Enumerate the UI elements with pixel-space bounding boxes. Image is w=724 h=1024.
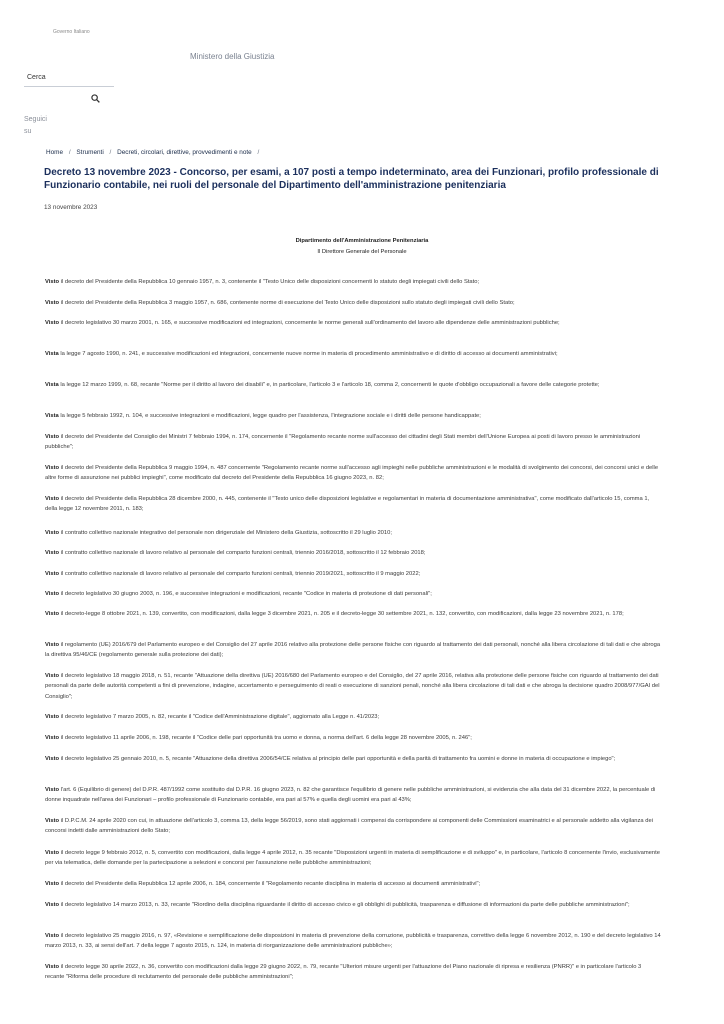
breadcrumb-separator: /: [109, 149, 112, 156]
breadcrumb: [46, 149, 263, 156]
preamble-paragraph: [45, 640, 662, 661]
paragraph-lead: Vista: [45, 351, 59, 357]
paragraph-text: il decreto del Presidente della Repubblica 3 maggio 1957, n. 686, contenente norme di esecuzione del Testo Unico delle disposizioni sullo statuto degli impiegati civili dello Stato;: [60, 300, 515, 306]
search-icon[interactable]: [91, 94, 100, 103]
paragraph-lead: Visto: [45, 279, 60, 285]
paragraph-lead: Visto: [45, 756, 60, 762]
search-underline: [24, 86, 114, 87]
paragraph-lead: Visto: [45, 611, 60, 617]
paragraph-text: il decreto legislativo 30 marzo 2001, n. 165, e successive modificazioni ed integrazioni, concernente le norme generali sull'ordinamento del lavoro alle dipendenze delle amministrazioni pubbliche;: [60, 320, 560, 326]
publication-date: 13 novembre 2023: [44, 204, 98, 211]
paragraph-text: il decreto legislativo 30 giugno 2003, n. 196, e successive integrazioni e modificazioni, recante "Codice in materia di protezione di dati personali";: [60, 591, 432, 597]
paragraph-text: il decreto del Presidente della Repubblica 28 dicembre 2000, n. 445, contenente il "Testo unico delle disposizioni legislative e regolamentari in materia di documentazione amministrativa", come modificato dall'articolo 15, comma 1, della legge 12 novembre 2011, n. 183;: [45, 496, 650, 513]
breadcrumb-separator: /: [68, 149, 71, 156]
preamble-paragraph: [45, 380, 662, 390]
paragraph-text: il decreto legislativo 14 marzo 2013, n. 33, recante "Riordino della disciplina riguardante il diritto di accesso civico e gli obblighi di pubblicità, trasparenza e diffusione di informazioni da parte delle pubbliche amministrazioni";: [60, 902, 630, 908]
preamble-paragraph: [45, 609, 662, 619]
paragraph-text: il decreto legislativo 25 gennaio 2010, n. 5, recante "Attuazione della direttiva 2006/54/CE relativa al principio delle pari opportunità e della parità di trattamento fra uomini e donne in materia di occupazione e impiego";: [60, 756, 616, 762]
paragraph-text: il decreto legge 30 aprile 2022, n. 36, convertito con modificazioni dalla legge 29 giugno 2022, n. 79, recante "Ulteriori misure urgenti per l'attuazione del Piano nazionale di ripresa e resilienza (PNRR)" e in particolare l'articolo 3 recante "Riforma delle procedure di reclutamento del personale delle pubbliche amministrazioni";: [45, 964, 642, 981]
breadcrumb-decreti[interactable]: Decreti, circolari, direttive, provvedimenti e note: [117, 149, 252, 156]
paragraph-text: il decreto-legge 8 ottobre 2021, n. 139, convertito, con modificazioni, dalla legge 3 dicembre 2021, n. 205 e il decreto-legge 30 settembre 2021, n. 132, convertito, con modificazioni, dalla legge 23 novembre 2021, n. 178;: [60, 611, 624, 617]
director-heading: Il Direttore Generale del Personale: [317, 249, 407, 255]
paragraph-text: il contratto collettivo nazionale integrativo del personale non dirigenziale del Ministero della Giustizia, sottoscritto il 29 luglio 2010;: [60, 530, 392, 536]
paragraph-text: la legge 7 agosto 1990, n. 241, e successive modificazioni ed integrazioni, concernente nuove norme in materia di procedimento amministrativo e di diritto di accesso ai documenti amministrativi;: [60, 351, 558, 357]
paragraph-text: il regolamento (UE) 2016/679 del Parlamento europeo e del Consiglio del 27 aprile 2016 relativo alla protezione delle persone fisiche con riguardo al trattamento dei dati personali, nonché alla libera circolazione di tali dati e che abroga la direttiva 95/46/CE (regolamento generale sulla protezione dei dati);: [45, 642, 661, 659]
department-heading: Dipartimento dell'Amministrazione Penitenziaria: [295, 238, 429, 244]
paragraph-lead: Visto: [45, 933, 60, 939]
preamble-paragraph: [45, 785, 662, 806]
paragraph-lead: Visto: [45, 496, 60, 502]
preamble-paragraph: [45, 318, 662, 328]
preamble-paragraph: [45, 712, 662, 722]
paragraph-lead: Visto: [45, 591, 60, 597]
paragraph-lead: Visto: [45, 850, 60, 856]
paragraph-text: il decreto del Presidente della Repubblica 10 gennaio 1957, n. 3, contenente il "Testo Unico delle disposizioni concernenti lo statuto degli impiegati civili dello Stato;: [60, 279, 480, 285]
preamble-paragraph: [45, 411, 662, 421]
paragraph-text: il decreto del Presidente del Consiglio dei Ministri 7 febbraio 1994, n. 174, concernente il "Regolamento recante norme sull'accesso dei cittadini degli Stati membri dell'Unione Europea ai posti di lavoro presso le amministrazioni pubbliche";: [45, 434, 641, 451]
paragraph-text: il decreto legislativo 25 maggio 2016, n. 97, «Revisione e semplificazione delle disposizioni in materia di prevenzione della corruzione, pubblicità e trasparenza, correttivo della legge 6 novembre 2012, n. 190 e del decreto legislativo 14 marzo 2013, n. 33, ai sensi dell'art. 7 della legge 7 agosto 2015, n. 124, in materia di riorganizzazione delle amministrazioni pubbliche»;: [45, 933, 661, 950]
paragraph-text: la legge 5 febbraio 1992, n. 104, e successive integrazioni e modificazioni, legge quadro per l'assistenza, l'integrazione sociale e i diritti delle persone handicappate;: [60, 413, 481, 419]
paragraph-text: il contratto collettivo nazionale di lavoro relativo al personale del comparto funzioni centrali, triennio 2019/2021, sottoscritto il 9 maggio 2022;: [60, 571, 421, 577]
preamble-paragraph: [45, 931, 662, 952]
preamble-paragraph: [45, 349, 662, 359]
paragraph-text: il decreto del Presidente della Repubblica 12 aprile 2006, n. 184, concernente il "Regolamento recante disciplina in materia di accesso ai documenti amministrativi";: [60, 881, 481, 887]
preamble-paragraph: [45, 528, 662, 538]
paragraph-lead: Visto: [45, 787, 60, 793]
preamble-paragraph: [45, 548, 662, 558]
preamble-paragraph: [45, 432, 662, 453]
search-input[interactable]: Cerca: [27, 74, 46, 81]
paragraph-lead: Visto: [45, 550, 60, 556]
page-title: Decreto 13 novembre 2023 - Concorso, per esami, a 107 posti a tempo indeterminato, area dei Funzionari, profilo professionale di Funzionario contabile, nei ruoli del personale del Dipartimento dell'amministrazione penitenziaria: [44, 167, 659, 191]
preamble-paragraph: [45, 733, 662, 743]
preamble-paragraph: [45, 879, 662, 889]
paragraph-lead: Visto: [45, 300, 60, 306]
preamble-paragraph: [45, 569, 662, 579]
preamble-paragraph: [45, 900, 662, 910]
preamble-paragraph: [45, 298, 662, 308]
paragraph-lead: Visto: [45, 714, 60, 720]
paragraph-lead: Visto: [45, 673, 60, 679]
paragraph-text: il decreto del Presidente della Repubblica 9 maggio 1994, n. 487 concernente "Regolamento recante norme sull'accesso agli impieghi nelle pubbliche amministrazioni e le modalità di svolgimento dei concorsi, dei concorsi unici e delle altre forme di assunzione nei pubblici impieghi", come modificato dal decreto del Presidente della Repubblica 16 giugno 2023, n. 82;: [45, 465, 659, 482]
paragraph-lead: Visto: [45, 818, 60, 824]
paragraph-text: il decreto legislativo 11 aprile 2006, n. 198, recante il "Codice delle pari opportunità tra uomo e donna, a norma dell'art. 6 della legge 28 novembre 2005, n. 246";: [60, 735, 472, 741]
paragraph-lead: Visto: [45, 571, 60, 577]
paragraph-lead: Visto: [45, 964, 60, 970]
breadcrumb-home[interactable]: Home: [46, 149, 64, 156]
paragraph-text: il decreto legislativo 7 marzo 2005, n. 82, recante il "Codice dell'Amministrazione digitale", aggiornato alla Legge n. 41/2023;: [60, 714, 380, 720]
gov-label[interactable]: Governo Italiano: [53, 29, 90, 35]
paragraph-text: il contratto collettivo nazionale di lavoro relativo al personale del comparto funzioni centrali, triennio 2016/2018, sottoscritto il 12 febbraio 2018;: [60, 550, 426, 556]
paragraph-lead: Visto: [45, 530, 60, 536]
paragraph-lead: Visto: [45, 434, 60, 440]
preamble-paragraph: [45, 671, 662, 702]
paragraph-lead: Visto: [45, 465, 60, 471]
preamble-paragraph: [45, 589, 662, 599]
paragraph-text: il D.P.C.M. 24 aprile 2020 con cui, in attuazione dell'articolo 3, comma 13, della legge 56/2019, sono stati aggiornati i compensi da corrispondere ai componenti delle Commissioni esaminatrici e al personale addetto alla vigilanza dei concorsi indetti dalle amministrazioni dello Stato;: [45, 818, 653, 835]
preamble-paragraph: [45, 277, 662, 287]
social-label: Seguici su: [24, 116, 47, 135]
paragraph-lead: Visto: [45, 881, 60, 887]
paragraph-lead: Vista: [45, 382, 59, 388]
paragraph-text: l'art. 6 (Equilibrio di genere) del D.P.R. 487/1992 come sostituito dal D.P.R. 16 giugno 2023, n. 82 che garantisce l'equilibrio di genere nelle pubbliche amministrazioni, si evidenzia che alla data del 31 dicembre 2022, la percentuale di donne inquadrate nell'area dei Funzionari – profilo professionale di Funzionario contabile, era pari al 57% e quella degli uomini era pari al 43%;: [45, 787, 656, 804]
paragraph-lead: Visto: [45, 902, 60, 908]
paragraph-lead: Visto: [45, 642, 60, 648]
paragraph-text: la legge 12 marzo 1999, n. 68, recante "Norme per il diritto al lavoro dei disabili" e, in particolare, l'articolo 3 e l'articolo 18, comma 2, concernenti le quote d'obbligo occupazionali a favore delle categorie protette;: [60, 382, 600, 388]
paragraph-text: il decreto legge 9 febbraio 2012, n. 5, convertito con modificazioni, dalla legge 4 aprile 2012, n. 35 recante "Disposizioni urgenti in materia di semplificazione e di sviluppo" e, in particolare, l'articolo 8 concernente l'invio, esclusivamente per via telematica, delle domande per la partecipazione a selezioni e concorsi per l'assunzione nelle pubbliche amministrazioni;: [45, 850, 660, 867]
paragraph-lead: Vista: [45, 413, 59, 419]
paragraph-text: il decreto legislativo 18 maggio 2018, n. 51, recante "Attuazione della direttiva (UE) 2016/680 del Parlamento europeo e del Consiglio, del 27 aprile 2016, relativa alla protezione delle persone fisiche con riguardo al trattamento dei dati personali da parte delle autorità competenti a fini di prevenzione, indagine, accertamento e perseguimento di reati o esecuzione di sanzioni penali, nonché alla libera circolazione di tali dati e che abroga la decisione quadro 2008/977/GAI del Consiglio";: [45, 673, 660, 700]
breadcrumb-strumenti[interactable]: Strumenti: [76, 149, 104, 156]
paragraph-lead: Visto: [45, 320, 60, 326]
preamble-paragraph: [45, 494, 662, 515]
preamble-paragraph: [45, 816, 662, 837]
paragraph-lead: Visto: [45, 735, 60, 741]
preamble-paragraph: [45, 463, 662, 484]
ministry-name[interactable]: Ministero della Giustizia: [190, 52, 275, 61]
preamble-paragraph: [45, 754, 662, 764]
preamble-paragraph: [45, 962, 662, 983]
breadcrumb-separator: /: [257, 149, 260, 156]
preamble-paragraph: [45, 848, 662, 869]
